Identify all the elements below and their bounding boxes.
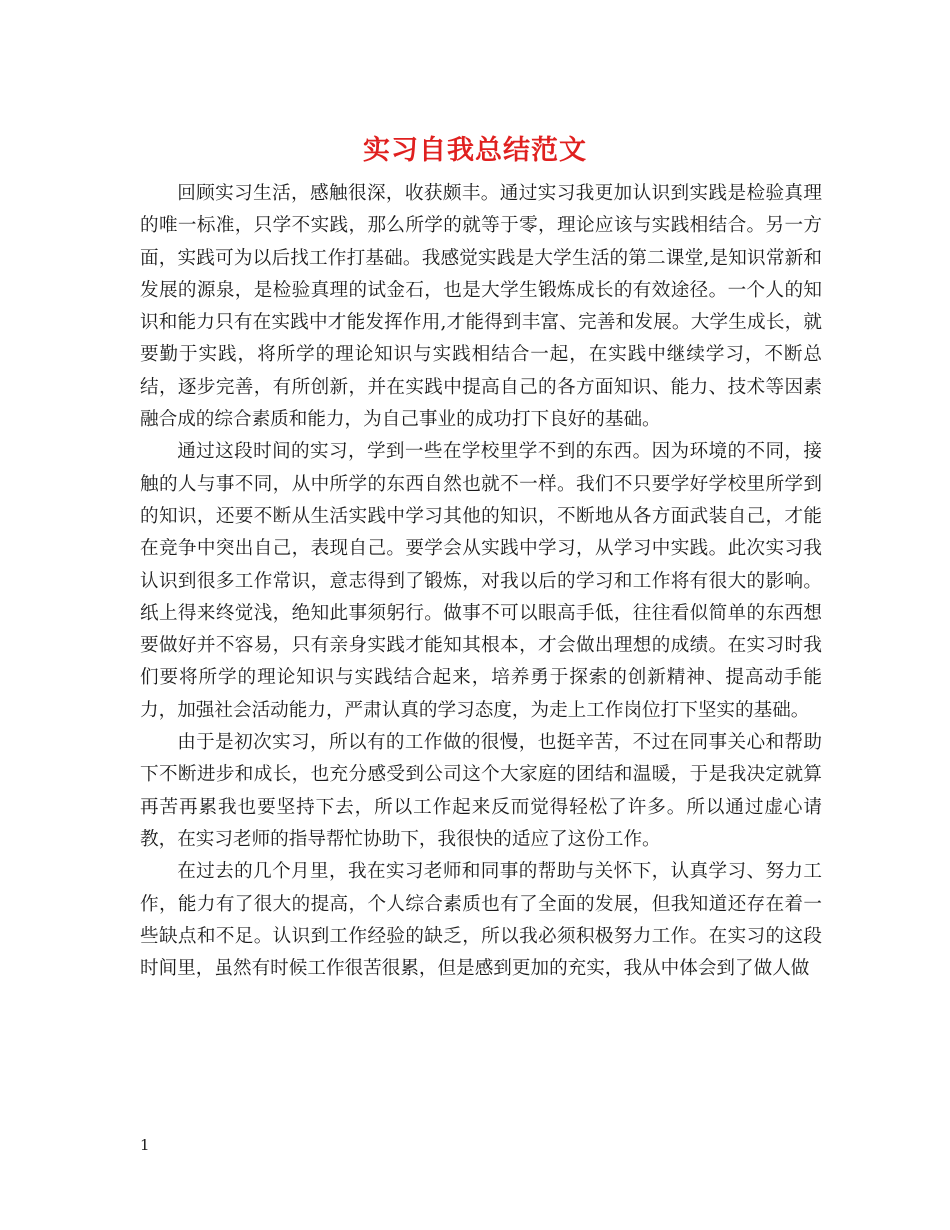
paragraph: 通过这段时间的实习，学到一些在学校里学不到的东西。因为环境的不同，接触的人与事不同，从中所学的东西自然也就不一样。我们不只要学好学校里所学到的知识，还要不断从生活实践中学习其他的知识，不断地从各方面武装自己，才能在竞争中突出自己，表现自己。要学会从实践中学习，从学习中实践。此次实习我认识到很多工作常识，意志得到了锻炼，对我以后的学习和工作将有很大的影响。纸上得来终觉浅，绝知此事须躬行。做事不可以眼高手低，往往看似简单的东西想要做好并不容易，只有亲身实践才能知其根本，才会做出理想的成绩。在实习时我们要将所学的理论知识与实践结合起来，培养勇于探索的创新精神、提高动手能力，加强社会活动能力，严肃认真的学习态度，为走上工作岗位打下坚实的基础。 (140, 441, 822, 721)
paragraph: 由于是初次实习，所以有的工作做的很慢，也挺辛苦，不过在同事关心和帮助下不断进步和成长，也充分感受到公司这个大家庭的团结和温暖，于是我决定就算再苦再累我也要坚持下去，所以工作起来反而觉得轻松了许多。所以通过虚心请教，在实习老师的指导帮忙协助下，我很快的适应了这份工作。 (140, 732, 822, 850)
page-number: 1 (140, 1136, 150, 1154)
document-body (140, 178, 822, 985)
paragraph: 在过去的几个月里，我在实习老师和同事的帮助与关怀下，认真学习、努力工作，能力有了很大的提高，个人综合素质也有了全面的发展，但我知道还存在着一些缺点和不足。认识到工作经验的缺乏，所以我必须积极努力工作。在实习的这段时间里，虽然有时候工作很苦很累，但是感到更加的充实，我从中体会到了做人做 (140, 861, 822, 980)
paragraph: 回顾实习生活，感触很深，收获颇丰。通过实习我更加认识到实践是检验真理的唯一标准，只学不实践，那么所学的就等于零，理论应该与实践相结合。另一方面，实践可为以后找工作打基础。我感觉实践是大学生活的第二课堂,是知识常新和发展的源泉，是检验真理的试金石，也是大学生锻炼成长的有效途径。一个人的知识和能力只有在实践中才能发挥作用,才能得到丰富、完善和发展。大学生成长，就要勤于实践，将所学的理论知识与实践相结合一起，在实践中继续学习，不断总结，逐步完善，有所创新，并在实践中提高自己的各方面知识、能力、技术等因素融合成的综合素质和能力，为自己事业的成功打下良好的基础。 (140, 183, 822, 431)
document-title: 实习自我总结范文 (363, 135, 587, 166)
